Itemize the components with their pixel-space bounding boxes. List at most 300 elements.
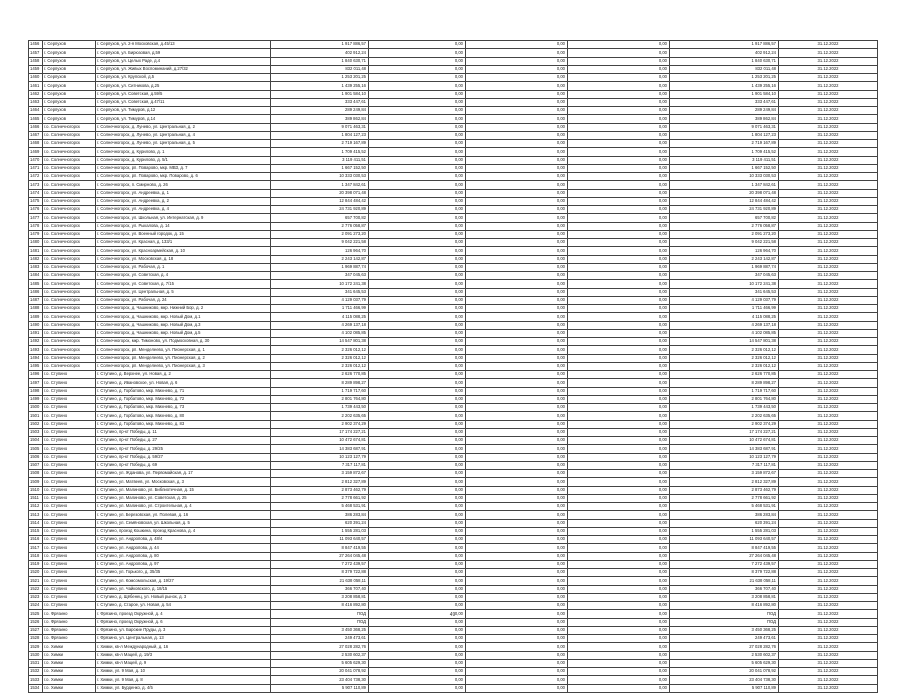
report-date-cell: 31.12.2022 — [779, 527, 878, 535]
table-row — [29, 684, 878, 692]
municipality-cell: г.о. Ступино — [43, 428, 96, 436]
amount-col-2-cell: 0,00 — [369, 173, 466, 181]
amount-total-cell: 832 011,48 — [271, 65, 369, 73]
municipality-cell: г.о. Ступино — [43, 585, 96, 593]
amount-balance-cell: 1 711 466,99 — [670, 305, 779, 313]
amount-total-cell: 10 123 127,79 — [271, 453, 369, 461]
amount-col-3-cell: 0,00 — [466, 346, 568, 354]
report-date-cell: 31.12.2022 — [779, 173, 878, 181]
amount-balance-cell: 9 071 463,31 — [670, 123, 779, 131]
amount-col-2-cell: 0,00 — [369, 527, 466, 535]
amount-balance-cell: 2 202 635,65 — [670, 412, 779, 420]
amount-col-4-cell: 0,00 — [568, 544, 670, 552]
row-number-cell: 1523 — [29, 593, 43, 601]
amount-col-3-cell: 0,00 — [466, 404, 568, 412]
amount-total-cell: 8 379 722,88 — [271, 569, 369, 577]
amount-total-cell: 4 129 037,79 — [271, 296, 369, 304]
address-cell: г. Ступино, д. Горбатово, мкр. Михнево, д. 80 — [96, 412, 271, 420]
address-cell: г. Серпухов, ул. Тимуров, д.14 — [96, 115, 271, 123]
amount-total-cell: 7 272 439,57 — [271, 560, 369, 568]
report-date-cell: 31.12.2022 — [779, 684, 878, 692]
amount-total-cell: 389 862,84 — [271, 115, 369, 123]
amount-col-3-cell: 0,00 — [466, 123, 568, 131]
table-row — [29, 247, 878, 255]
amount-col-2-cell: 0,00 — [369, 140, 466, 148]
amount-total-cell: 10 472 674,81 — [271, 437, 369, 445]
table-row — [29, 527, 878, 535]
amount-col-2-cell: 0,00 — [369, 82, 466, 90]
report-date-cell: 31.12.2022 — [779, 247, 878, 255]
amount-balance-cell: 8 847 419,55 — [670, 544, 779, 552]
amount-col-4-cell: 0,00 — [568, 461, 670, 469]
row-number-cell: 1456 — [29, 41, 43, 49]
amount-col-4-cell: 0,00 — [568, 288, 670, 296]
amount-col-4-cell: 0,00 — [568, 214, 670, 222]
table-row — [29, 131, 878, 139]
municipality-cell: г.о. Ступино — [43, 569, 96, 577]
address-cell: г. Серпухов, ул. Живых Воспоминаний, д.27/32 — [96, 65, 271, 73]
row-number-cell: 1487 — [29, 296, 43, 304]
table-row — [29, 519, 878, 527]
address-cell: г. Фрязино, проезд Окружной, д. 4 — [96, 610, 271, 618]
address-cell: г. Солнечногорск, д. Курилово, д. 1 — [96, 148, 271, 156]
row-number-cell: 1505 — [29, 445, 43, 453]
address-cell: г. Ступино, д. Горбатово, мкр. Михнево, д. 83 — [96, 420, 271, 428]
amount-col-2-cell: 0,00 — [369, 41, 466, 49]
amount-col-3-cell: 0,00 — [466, 371, 568, 379]
amount-balance-cell: 2 530 602,37 — [670, 651, 779, 659]
row-number-cell: 1486 — [29, 288, 43, 296]
row-number-cell: 1528 — [29, 635, 43, 643]
amount-col-2-cell: 0,00 — [369, 189, 466, 197]
report-date-cell: 31.12.2022 — [779, 346, 878, 354]
amount-balance-cell: 3 450 368,25 — [670, 626, 779, 634]
table-row — [29, 387, 878, 395]
amount-balance-cell: 620 391,24 — [670, 519, 779, 527]
municipality-cell: г.о. Ступино — [43, 503, 96, 511]
report-date-cell: 31.12.2022 — [779, 379, 878, 387]
municipality-cell: г.о. Солнечногорск — [43, 148, 96, 156]
municipality-cell: г.о. Ступино — [43, 602, 96, 610]
report-date-cell: 31.12.2022 — [779, 115, 878, 123]
row-number-cell: 1516 — [29, 536, 43, 544]
amount-col-2-cell: 0,00 — [369, 635, 466, 643]
amount-total-cell: 10 172 241,38 — [271, 280, 369, 288]
table-row — [29, 676, 878, 684]
amount-balance-cell: 126 964,70 — [670, 247, 779, 255]
amount-col-3-cell: 0,00 — [466, 602, 568, 610]
report-date-cell: 31.12.2022 — [779, 98, 878, 106]
row-number-cell: 1529 — [29, 643, 43, 651]
amount-col-4-cell: 0,00 — [568, 428, 670, 436]
table-row — [29, 437, 878, 445]
amount-col-3-cell: 0,00 — [466, 560, 568, 568]
report-date-cell: 31.12.2022 — [779, 643, 878, 651]
amount-col-3-cell: 0,00 — [466, 478, 568, 486]
amount-col-4-cell: 0,00 — [568, 362, 670, 370]
report-date-cell: 31.12.2022 — [779, 140, 878, 148]
address-cell: г. Ступино, ул. Андропова, д. 44 — [96, 544, 271, 552]
table-row — [29, 173, 878, 181]
amount-col-3-cell: 0,00 — [466, 536, 568, 544]
amount-col-2-cell: 0,00 — [369, 618, 466, 626]
amount-col-4-cell: 0,00 — [568, 189, 670, 197]
municipality-cell: г.о. Ступино — [43, 445, 96, 453]
address-cell: г. Ступино, ул. Семёновская, ул. Школьная, д. 5 — [96, 519, 271, 527]
municipality-cell: г.о. Ступино — [43, 470, 96, 478]
amount-balance-cell: 1 840 630,71 — [670, 57, 779, 65]
amount-col-2-cell: 0,00 — [369, 676, 466, 684]
amount-col-4-cell: 0,00 — [568, 470, 670, 478]
amount-total-cell: 1 347 842,61 — [271, 181, 369, 189]
amount-col-2-cell: 0,00 — [369, 255, 466, 263]
amount-balance-cell: 11 093 640,57 — [670, 536, 779, 544]
address-cell: г. Солнечногорск, д. Чашниково, мкр. Нижний Бор, д. 2 — [96, 305, 271, 313]
municipality-cell: г. Серпухов — [43, 90, 96, 98]
amount-total-cell: 333 447,61 — [271, 98, 369, 106]
row-number-cell: 1475 — [29, 197, 43, 205]
amount-col-2-cell: 0,00 — [369, 395, 466, 403]
report-date-cell: 31.12.2022 — [779, 478, 878, 486]
amount-col-3-cell: 0,00 — [466, 659, 568, 667]
row-number-cell: 1473 — [29, 181, 43, 189]
address-cell: г. Солнечногорск, д. Чашниково, мкр. Новый Дом, д.1 — [96, 313, 271, 321]
row-number-cell: 1492 — [29, 338, 43, 346]
amount-total-cell: 3 450 368,25 — [271, 626, 369, 634]
amount-total-cell: 1 709 415,52 — [271, 148, 369, 156]
page-number: 49 — [449, 612, 456, 618]
amount-total-cell: 9 042 221,58 — [271, 239, 369, 247]
amount-balance-cell: 14 547 801,38 — [670, 338, 779, 346]
amount-total-cell: 7 317 117,81 — [271, 461, 369, 469]
amount-balance-cell: 23 404 738,30 — [670, 676, 779, 684]
address-cell: г. Солнечногорск, ул. Центральная, д. 5 — [96, 288, 271, 296]
municipality-cell: г.о. Фрязино — [43, 626, 96, 634]
address-cell: г. Ступино, ул. Андропова, д. 80 — [96, 552, 271, 560]
amount-total-cell: 402 912,24 — [271, 49, 369, 57]
amount-total-cell: 249 473,61 — [271, 635, 369, 643]
amount-col-3-cell: 0,00 — [466, 643, 568, 651]
report-date-cell: 31.12.2022 — [779, 371, 878, 379]
amount-balance-cell: 366 707,40 — [670, 585, 779, 593]
amount-col-3-cell: 0,00 — [466, 519, 568, 527]
amount-total-cell: 1 917 886,57 — [271, 41, 369, 49]
row-number-cell: 1472 — [29, 173, 43, 181]
amount-col-4-cell: 0,00 — [568, 437, 670, 445]
amount-balance-cell: 1 917 886,57 — [670, 41, 779, 49]
address-cell: г. Ступино, ул. Малиново, ул. Советская, д. 25 — [96, 494, 271, 502]
amount-col-4-cell: 0,00 — [568, 404, 670, 412]
row-number-cell: 1466 — [29, 123, 43, 131]
address-cell: г. Солнечногорск, рп. Менделеево, ул. Пионерская, д. 2 — [96, 354, 271, 362]
table-row — [29, 494, 878, 502]
amount-col-2-cell: 0,00 — [369, 206, 466, 214]
amount-col-4-cell: 0,00 — [568, 115, 670, 123]
address-cell: г. Солнечногорск, д. Чашниково, мкр. Новый Дом, д.3 — [96, 321, 271, 329]
amount-col-2-cell: 0,00 — [369, 387, 466, 395]
municipality-cell: г. Серпухов — [43, 98, 96, 106]
amount-col-3-cell: 0,00 — [466, 181, 568, 189]
municipality-cell: г.о. Ступино — [43, 511, 96, 519]
report-date-cell: 31.12.2022 — [779, 189, 878, 197]
amount-col-3-cell: 0,00 — [466, 255, 568, 263]
amount-balance-cell: 2 719 167,89 — [670, 140, 779, 148]
amount-total-cell: 1 901 584,10 — [271, 90, 369, 98]
amount-col-4-cell: 0,00 — [568, 486, 670, 494]
amount-col-2-cell: 0,00 — [369, 684, 466, 692]
amount-col-4-cell: 0,00 — [568, 49, 670, 57]
row-number-cell: 1511 — [29, 494, 43, 502]
amount-col-4-cell: 0,00 — [568, 140, 670, 148]
amount-col-3-cell: 0,00 — [466, 41, 568, 49]
amount-col-3-cell: 0,00 — [466, 544, 568, 552]
amount-col-3-cell: 0,00 — [466, 74, 568, 82]
row-number-cell: 1526 — [29, 618, 43, 626]
amount-col-2-cell: 0,00 — [369, 57, 466, 65]
amount-col-4-cell: 0,00 — [568, 148, 670, 156]
amount-balance-cell: 1 555 281,03 — [670, 527, 779, 535]
amount-col-4-cell: 0,00 — [568, 511, 670, 519]
address-cell: г. Солнечногорск, ул. Андреевка, д. 1 — [96, 189, 271, 197]
amount-total-cell: 1 739 443,50 — [271, 404, 369, 412]
amount-balance-cell: 2 326 012,12 — [670, 354, 779, 362]
municipality-cell: г.о. Ступино — [43, 527, 96, 535]
row-number-cell: 1467 — [29, 131, 43, 139]
municipality-cell: г.о. Солнечногорск — [43, 296, 96, 304]
amount-col-4-cell: 0,00 — [568, 387, 670, 395]
amount-balance-cell: 7 272 439,57 — [670, 560, 779, 568]
amount-col-4-cell: 0,00 — [568, 90, 670, 98]
row-number-cell: 1497 — [29, 379, 43, 387]
amount-col-3-cell: 0,00 — [466, 305, 568, 313]
amount-total-cell: 5 907 110,89 — [271, 684, 369, 692]
amount-col-2-cell: 0,00 — [369, 263, 466, 271]
table-row — [29, 618, 878, 626]
report-date-cell: 31.12.2022 — [779, 206, 878, 214]
row-number-cell: 1524 — [29, 602, 43, 610]
amount-balance-cell: 4 102 085,85 — [670, 329, 779, 337]
report-date-cell: 31.12.2022 — [779, 668, 878, 676]
amount-col-4-cell: 0,00 — [568, 98, 670, 106]
amount-col-3-cell: 0,00 — [466, 395, 568, 403]
row-number-cell: 1470 — [29, 156, 43, 164]
municipality-cell: г.о. Солнечногорск — [43, 255, 96, 263]
amount-balance-cell: 386 283,84 — [670, 511, 779, 519]
municipality-cell: г. Серпухов — [43, 115, 96, 123]
row-number-cell: 1463 — [29, 98, 43, 106]
municipality-cell: г.о. Ступино — [43, 478, 96, 486]
report-date-cell: 31.12.2022 — [779, 214, 878, 222]
row-number-cell: 1514 — [29, 519, 43, 527]
report-date-cell: 31.12.2022 — [779, 486, 878, 494]
amount-total-cell: 2 626 770,85 — [271, 371, 369, 379]
amount-balance-cell: 24 731 920,89 — [670, 206, 779, 214]
municipality-cell: г.о. Солнечногорск — [43, 280, 96, 288]
amount-col-4-cell: 0,00 — [568, 164, 670, 172]
amount-balance-cell: 1 253 201,25 — [670, 74, 779, 82]
table-row — [29, 585, 878, 593]
row-number-cell: 1520 — [29, 569, 43, 577]
report-date-cell: 31.12.2022 — [779, 659, 878, 667]
amount-col-4-cell: 0,00 — [568, 181, 670, 189]
amount-total-cell: 2 243 142,87 — [271, 255, 369, 263]
amount-col-2-cell: 0,00 — [369, 90, 466, 98]
table-row — [29, 115, 878, 123]
amount-col-2-cell: 0,00 — [369, 453, 466, 461]
amount-col-2-cell: 0,00 — [369, 65, 466, 73]
amount-col-4-cell: 0,00 — [568, 338, 670, 346]
report-date-cell: 31.12.2022 — [779, 511, 878, 519]
amount-col-3-cell: 0,00 — [466, 65, 568, 73]
row-number-cell: 1522 — [29, 585, 43, 593]
amount-col-3-cell: 0,00 — [466, 676, 568, 684]
amount-balance-cell: 5 907 110,89 — [670, 684, 779, 692]
report-date-cell: 31.12.2022 — [779, 313, 878, 321]
table-row — [29, 593, 878, 601]
table-row — [29, 552, 878, 560]
amount-col-3-cell: 0,00 — [466, 239, 568, 247]
amount-balance-cell: 3 208 858,81 — [670, 593, 779, 601]
address-cell: г. Солнечногорск, ул. Советская, д. 4 — [96, 272, 271, 280]
row-number-cell: 1477 — [29, 214, 43, 222]
amount-col-2-cell: 0,00 — [369, 412, 466, 420]
table-row — [29, 90, 878, 98]
row-number-cell: 1491 — [29, 329, 43, 337]
table-row — [29, 420, 878, 428]
municipality-cell: г.о. Солнечногорск — [43, 362, 96, 370]
table-row — [29, 428, 878, 436]
report-date-cell: 31.12.2022 — [779, 453, 878, 461]
amount-total-cell: 24 731 920,89 — [271, 206, 369, 214]
table-row — [29, 503, 878, 511]
amount-balance-cell: 4 115 088,25 — [670, 313, 779, 321]
amount-col-2-cell: 0,00 — [369, 585, 466, 593]
amount-total-cell: 4 115 088,25 — [271, 313, 369, 321]
row-number-cell: 1479 — [29, 230, 43, 238]
row-number-cell: 1459 — [29, 65, 43, 73]
amount-total-cell: 2 812 327,89 — [271, 478, 369, 486]
amount-total-cell: 1 667 152,50 — [271, 164, 369, 172]
report-date-cell: 31.12.2022 — [779, 296, 878, 304]
table-row — [29, 651, 878, 659]
report-date-cell: 31.12.2022 — [779, 602, 878, 610]
row-number-cell: 1465 — [29, 115, 43, 123]
amount-col-2-cell: 0,00 — [369, 148, 466, 156]
row-number-cell: 1513 — [29, 511, 43, 519]
municipality-cell: г.о. Солнечногорск — [43, 247, 96, 255]
address-cell: г. Серпухов, ул. Советская, д.59/5 — [96, 90, 271, 98]
amount-balance-cell: 21 638 058,11 — [670, 577, 779, 585]
municipality-cell: г.о. Ступино — [43, 552, 96, 560]
amount-col-4-cell: 0,00 — [568, 412, 670, 420]
table-row — [29, 329, 878, 337]
amount-col-2-cell: 0,00 — [369, 610, 466, 618]
amount-col-4-cell: 0,00 — [568, 156, 670, 164]
amount-balance-cell: 10 472 674,81 — [670, 437, 779, 445]
amount-balance-cell: 341 645,53 — [670, 288, 779, 296]
amount-balance-cell: 289 249,84 — [670, 107, 779, 115]
row-number-cell: 1495 — [29, 362, 43, 370]
amount-col-4-cell: 0,00 — [568, 107, 670, 115]
amount-col-2-cell: 0,00 — [369, 552, 466, 560]
amount-balance-cell: 657 700,82 — [670, 214, 779, 222]
table-row — [29, 181, 878, 189]
row-number-cell: 1488 — [29, 305, 43, 313]
amount-col-4-cell: 0,00 — [568, 618, 670, 626]
row-number-cell: 1507 — [29, 461, 43, 469]
amount-col-3-cell: 0,00 — [466, 189, 568, 197]
amount-balance-cell: 4 269 137,18 — [670, 321, 779, 329]
amount-col-4-cell: 0,00 — [568, 569, 670, 577]
amount-balance-cell: 3 119 411,51 — [670, 156, 779, 164]
row-number-cell: 1468 — [29, 140, 43, 148]
address-cell: г. Ступино, д. Старое, ул. Новая, д. 54 — [96, 602, 271, 610]
report-date-cell: 31.12.2022 — [779, 107, 878, 115]
amount-total-cell: 17 174 227,21 — [271, 428, 369, 436]
municipality-cell: г.о. Солнечногорск — [43, 140, 96, 148]
amount-col-4-cell: 0,00 — [568, 593, 670, 601]
address-cell: г. Ступино, пр-кт Победы, д. 29/25 — [96, 445, 271, 453]
amount-total-cell: 2 202 635,65 — [271, 412, 369, 420]
municipality-cell: г.о. Ступино — [43, 560, 96, 568]
table-row — [29, 626, 878, 634]
table-row — [29, 635, 878, 643]
table-row — [29, 222, 878, 230]
amount-balance-cell: 9 042 221,58 — [670, 239, 779, 247]
table-row — [29, 57, 878, 65]
amount-col-3-cell: 0,00 — [466, 470, 568, 478]
amount-balance-cell: 3 159 872,67 — [670, 470, 779, 478]
municipality-cell: г. Серпухов — [43, 74, 96, 82]
table-row — [29, 74, 878, 82]
row-number-cell: 1508 — [29, 470, 43, 478]
amount-col-2-cell: 0,00 — [369, 569, 466, 577]
amount-col-4-cell: 0,00 — [568, 445, 670, 453]
municipality-cell: г.о. Ступино — [43, 420, 96, 428]
report-date-cell: 31.12.2022 — [779, 197, 878, 205]
amount-col-4-cell: 0,00 — [568, 626, 670, 634]
table-row — [29, 470, 878, 478]
address-cell: г. Ступино, пр-кт Победы, д. 59/27 — [96, 453, 271, 461]
table-row — [29, 255, 878, 263]
amount-col-2-cell: 0,00 — [369, 494, 466, 502]
amount-balance-cell: 2 873 462,79 — [670, 486, 779, 494]
table-row — [29, 107, 878, 115]
row-number-cell: 1502 — [29, 420, 43, 428]
amount-col-2-cell: 0,00 — [369, 181, 466, 189]
amount-col-2-cell: 0,00 — [369, 470, 466, 478]
row-number-cell: 1517 — [29, 544, 43, 552]
municipality-cell: г.о. Солнечногорск — [43, 288, 96, 296]
table-row — [29, 49, 878, 57]
amount-total-cell: 2 778 661,92 — [271, 494, 369, 502]
municipality-cell: г. Серпухов — [43, 41, 96, 49]
register-table-body — [29, 41, 878, 693]
amount-col-2-cell: 0,00 — [369, 445, 466, 453]
amount-col-2-cell: 0,00 — [369, 49, 466, 57]
amount-total-cell: 341 645,53 — [271, 288, 369, 296]
amount-col-3-cell: 0,00 — [466, 230, 568, 238]
address-cell: г. Солнечногорск, рп. Поварово, мкр. МВЗ, д. 7 — [96, 164, 271, 172]
report-date-cell: 31.12.2022 — [779, 305, 878, 313]
table-row — [29, 486, 878, 494]
amount-balance-cell: 2 776 058,87 — [670, 222, 779, 230]
amount-balance-cell: 10 333 030,53 — [670, 173, 779, 181]
municipality-cell: г.о. Солнечногорск — [43, 164, 96, 172]
amount-col-3-cell: 0,00 — [466, 626, 568, 634]
amount-balance-cell: 4 129 037,79 — [670, 296, 779, 304]
amount-col-4-cell: 0,00 — [568, 527, 670, 535]
